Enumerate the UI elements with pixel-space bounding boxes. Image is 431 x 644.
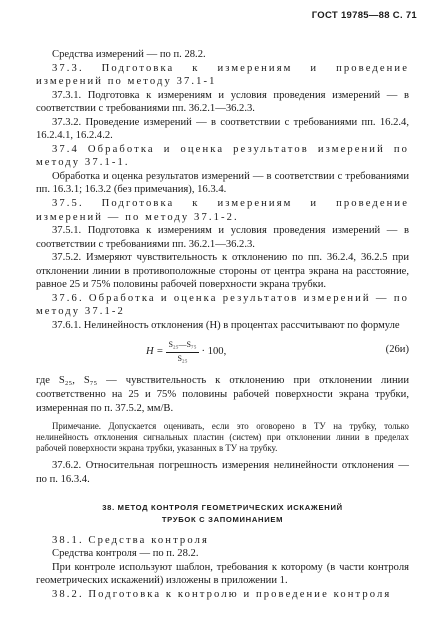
paragraph: 37.6.1. Нелинейность отклонения (H) в процентах рассчитывают по формуле (52, 319, 400, 331)
paragraph: При контроле используют шаблон, требования к которому (в части контроля геометрических искажений) изложены в приложении 1. (36, 561, 409, 587)
paragraph: 37.6.2. Относительная погрешность измерения нелинейности отклонения — по п. 16.3.4. (36, 460, 409, 485)
subsection-heading: 37.3. Подготовка к измерениям и проведение измерений по методу 37.1-1 (36, 62, 409, 88)
paragraph: 37.5.1. Подготовка к измерениям и условия проведения измерений — в соответствии с требованиями пп. 36.2.1—36.2.3. (36, 225, 409, 250)
formula-fraction (166, 340, 198, 363)
paragraph: Средства контроля — по п. 28.2. (52, 548, 199, 560)
paragraph: 37.5.2. Измеряют чувствительность к отклонению по пп. 36.2.4, 36.2.5 при отклонении линии в противоположные стороны от центра экрана на расстояние, равное 25 и 75% половины рабочей поверхности экрана трубки. (36, 252, 409, 291)
formula-numerator: S₂₅—S₇₅ (166, 340, 198, 352)
formula-lhs: H = (146, 346, 164, 358)
page-header: ГОСТ 19785—88 С. 71 (311, 10, 417, 21)
paragraph: 37.3.1. Подготовка к измерениям и условия проведения измерений — в соответствии с требованиями пп. 36.2.1—36.2.3. (36, 89, 409, 115)
section-heading (36, 502, 409, 526)
document-body (36, 48, 409, 602)
paragraph: 37.3.2. Проведение измерений — в соответствии с требованиями пп. 16.2.4, 16.2.4.1, 16.2.4.2. (36, 116, 409, 142)
paragraph: Средства измерений — по п. 28.2. (52, 49, 206, 60)
paragraph: где S₂₅, S₇₅ — чувствительность к отклонению при отклонении линии соответственно на 25 и 75% половины рабочей поверхности экрана трубки, измеренная по п. 37.5.2, мм/В. (36, 375, 409, 414)
subsection-heading: 37.6. Обработка и оценка результатов измерений — по методу 37.1-2 (36, 292, 409, 318)
formula-rhs: · 100, (201, 346, 227, 358)
subsection-heading: 37.4 Обработка и оценка результатов измерений по методу 37.1-1. (36, 143, 409, 169)
paragraph: Обработка и оценка результатов измерений — в соответствии с требованиями пп. 16.3.1; 16.3.2 (без примечания), 16.3.4. (36, 170, 409, 196)
subsection-heading: 37.5. Подготовка к измерениям и проведение измерений — по методу 37.1-2. (36, 198, 409, 223)
note: Примечание. Допускается оценивать, если это оговорено в ТУ на трубку, только нелинейность отклонения сигнальных пластин (систем) при отклонении линии в пределах рабочей поверхности экрана трубки, указанных в ТУ на трубку. (36, 421, 409, 453)
formula-denominator: S₂₅ (177, 353, 188, 363)
section-heading-line2: ТРУБОК С ЗАПОМИНАНИЕМ (161, 515, 284, 525)
subsection-heading: 38.2. Подготовка к контролю и проведение контроля (52, 589, 392, 600)
formula-26i (36, 334, 409, 370)
section-heading-line1: 38. МЕТОД КОНТРОЛЯ ГЕОМЕТРИЧЕСКИХ ИСКАЖЕНИЙ (102, 503, 343, 513)
subsection-heading: 38.1. Средства контроля (52, 534, 209, 546)
formula-number: (26и) (385, 344, 409, 356)
